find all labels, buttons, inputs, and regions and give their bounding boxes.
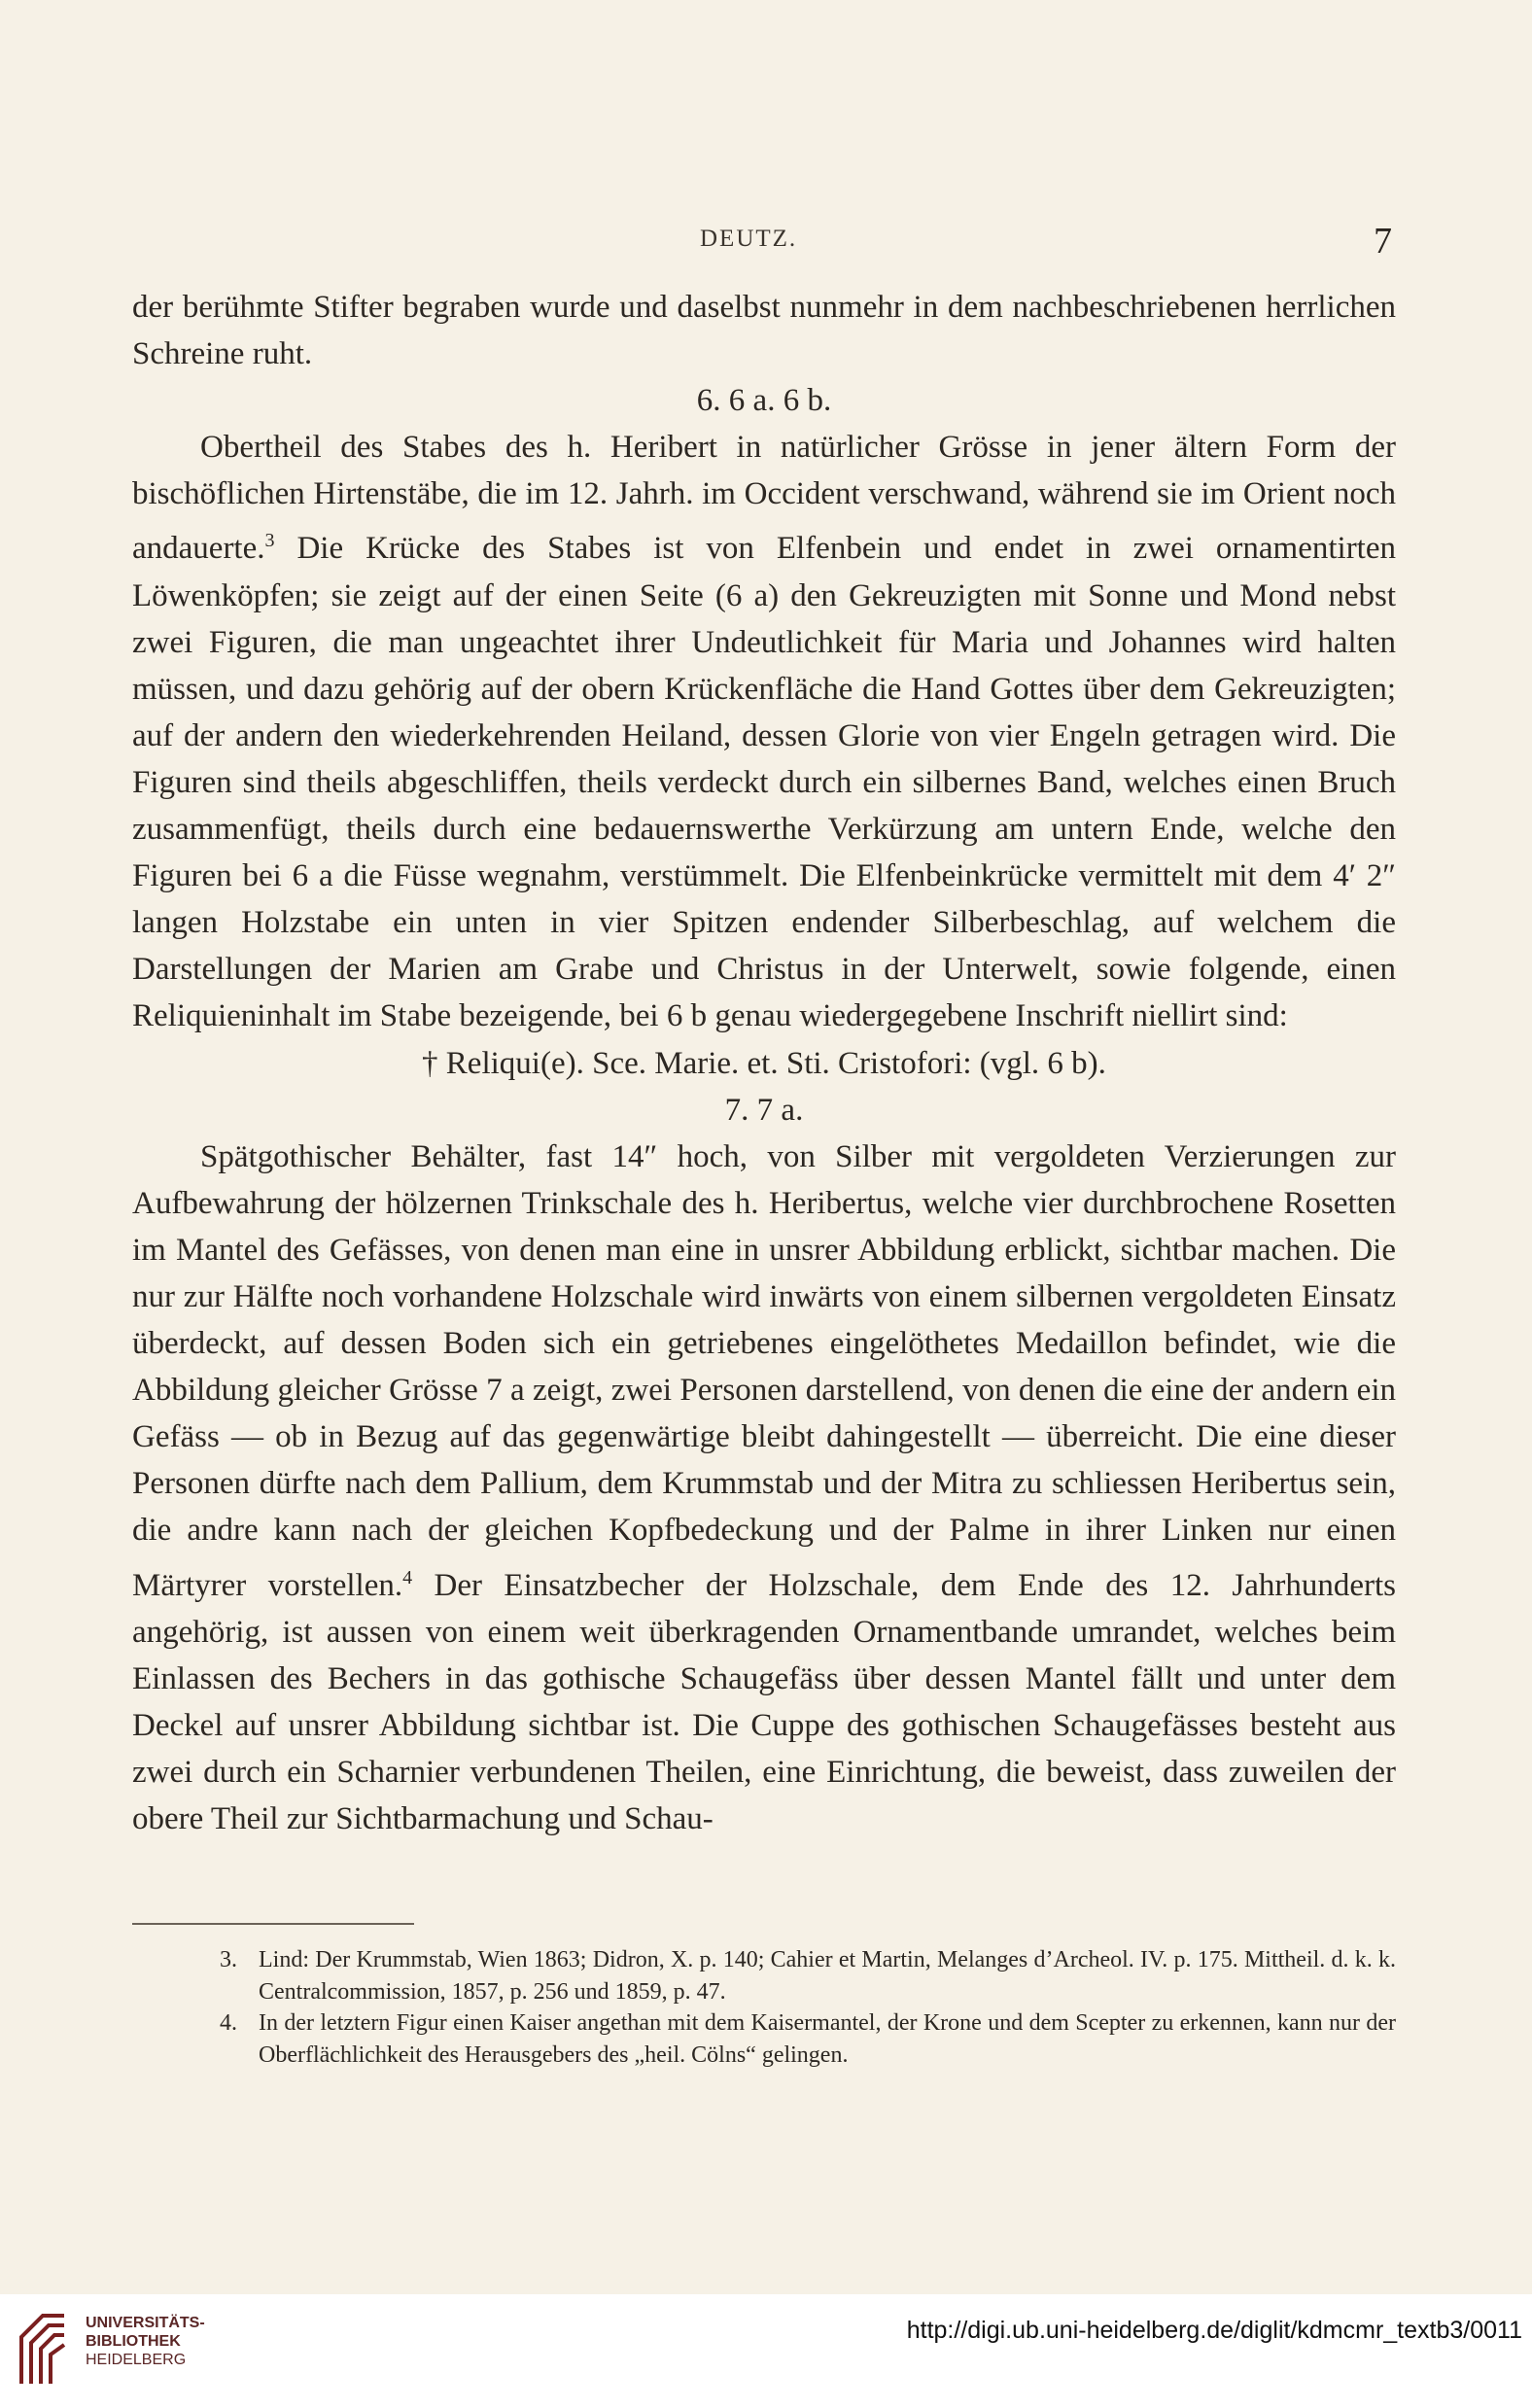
- library-line-2: BIBLIOTHEK: [86, 2333, 181, 2350]
- section-heading-7: 7. 7 a.: [724, 1092, 804, 1128]
- footnote-text: In der letztern Figur einen Kaiser angethan mit dem Kaisermantel, der Krone und dem Scepter zu erkennen, kann nur der Oberflächlichkeit des Herausgebers des „heil. Cölns“ gelingen.: [259, 2010, 1396, 2068]
- footnote-3: [132, 1944, 1396, 2007]
- running-head: [0, 221, 1532, 264]
- library-line-1: UNIVERSITÄTS-: [86, 2315, 205, 2331]
- paragraph-text: Spätgothischer Behälter, fast 14″ hoch, von Silber mit vergoldeten Verzierungen zur Aufbewahrung der hölzernen Trinkschale des h. Heribertus, welche vier durchbrochene Rosetten im Mantel des Gefässes, von denen man eine in unsrer Abbildung erblickt, sichtbar machen. Die nur zur Hälfte noch vorhandene Holzschale wird inwärts von einem silbernen vergoldeten Einsatz überdeckt, auf dessen Boden sich ein getriebenes eingelöthetes Medaillon befindet, wie die Abbildung gleicher Grösse 7 a zeigt, zwei Personen darstellend, von denen die eine der andern ein Gefäss — ob in Bezug auf das gegenwärtige bleibt dahingestellt — überreicht. Die eine dieser Personen dürfte nach dem Pallium, dem Krummstab und der Mitra zu schliessen Heribertus sein, die andre kann nach der gleichen Kopfbedeckung und der Palme in ihrer Linken nur einen Märtyrer vorstellen.: [132, 1138, 1396, 1603]
- paragraph-text: Obertheil des Stabes des h. Heribert in natürlicher Grösse in jener ältern Form der bischöflichen Hirtenstäbe, die im 12. Jahrh. im Occident verschwand, während sie im Orient noch andauerte.: [132, 430, 1396, 567]
- footnotes: [132, 1944, 1396, 2071]
- running-title: DEUTZ.: [700, 226, 798, 252]
- page-number: 7: [1374, 221, 1392, 262]
- footnote-divider: [132, 1923, 414, 1925]
- footnote-ref-3[interactable]: 3: [264, 530, 275, 552]
- paragraph-continuation: der berühmte Stifter begraben wurde und daselbst nunmehr in dem nachbeschriebenen herrlichen Schreine ruht.: [132, 290, 1396, 372]
- paragraph-text: Der Einsatzbecher der Holzschale, dem Ende des 12. Jahrhunderts angehörig, ist aussen von einem weit überkragenden Ornamentbande umrandet, welches beim Einlassen des Bechers in das gothische Schaugefäss über dessen Mantel fällt und unter dem Deckel auf unsrer Abbildung sichtbar ist. Die Cuppe des gothischen Schaugefässes besteht aus zwei durch ein Scharnier verbundenen Theilen, eine Einrichtung, die beweist, dass zuweilen der obere Theil zur Sichtbarmachung und Schau-: [132, 1567, 1397, 1836]
- paragraph-crozier: [132, 424, 1396, 1039]
- footnote-number: 3.: [220, 1947, 237, 1972]
- library-line-3: HEIDELBERG: [86, 2352, 187, 2368]
- footnote-text: Lind: Der Krummstab, Wien 1863; Didron, X. p. 140; Cahier et Martin, Melanges d’Archeol. IV. p. 175. Mittheil. d. k. k. Centralcommission, 1857, p. 256 und 1859, p. 47.: [259, 1947, 1396, 2005]
- viewer-footer: [0, 2294, 1532, 2408]
- footnote-ref-4[interactable]: 4: [402, 1566, 413, 1588]
- ub-heidelberg-logo-icon[interactable]: [14, 2308, 70, 2386]
- paragraph-text: Die Krücke des Stabes ist von Elfenbein und endet in zwei ornamentirten Löwenköpfen; sie zeigt auf der einen Seite (6 a) den Gekreuzigten mit Sonne und Mond nebst zwei Figuren, die man ungeachtet ihrer Undeutlichkeit für Maria und Johannes wird halten müssen, und dazu gehörig auf der obern Krückenfläche die Hand Gottes über dem Gekreuzigten; auf der andern den wiederkehrenden Heiland, dessen Glorie von vier Engeln getragen wird. Die Figuren sind theils abgeschliffen, theils verdeckt durch ein silbernes Band, welches einen Bruch zusammenfügt, theils durch eine bedauernswerthe Verkürzung am untern Ende, welche den Figuren bei 6 a die Füsse wegnahm, verstümmelt. Die Elfenbeinkrücke vermittelt mit dem 4′ 2″ langen Holzstabe ein unten in vier Spitzen endender Silberbeschlag, auf welchem die Darstellungen der Marien am Grabe und Christus in der Unterwelt, sowie folgende, einen Reliquieninhalt im Stabe bezeigende, bei 6 b genau wiedergegebene Inschrift niellirt sind:: [132, 531, 1396, 1034]
- body-text: [132, 284, 1396, 1842]
- source-url-link[interactable]: http://digi.ub.uni-heidelberg.de/diglit/kdmcmr_textb3/0011: [906, 2317, 1522, 2344]
- footnote-number: 4.: [220, 2010, 237, 2036]
- paragraph-vessel: [132, 1134, 1396, 1842]
- inscription-line: † Reliqui(e). Sce. Marie. et. Sti. Cristofori: (vgl. 6 b).: [422, 1045, 1106, 1081]
- library-name: [86, 2314, 205, 2369]
- section-heading-6: 6. 6 a. 6 b.: [696, 383, 832, 419]
- footnote-4: [132, 2007, 1396, 2071]
